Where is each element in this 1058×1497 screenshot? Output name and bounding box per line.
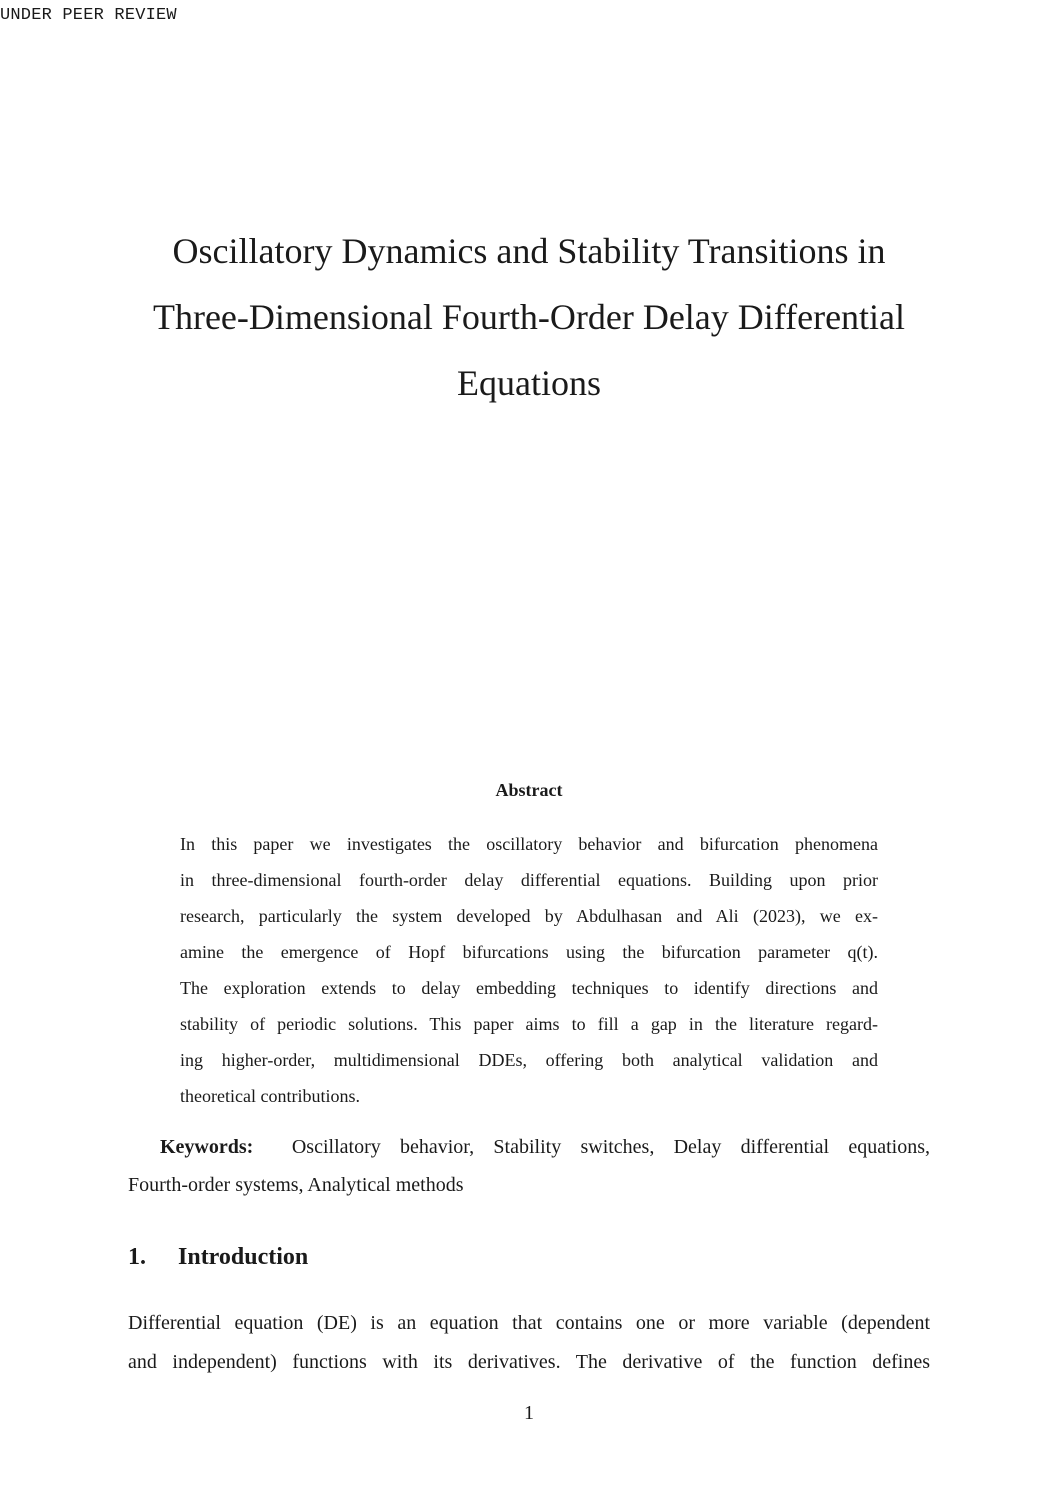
keywords-text: Oscillatory behavior, Stability switches, Delay differential equations,: [291, 1136, 931, 1158]
paper-title: [100, 218, 958, 416]
abstract-line: in three-dimensional fourth-order delay differential equations. Building upon prior: [180, 870, 878, 890]
abstract-line: theoretical contributions.: [180, 1086, 360, 1106]
keywords-label: Keywords:: [160, 1136, 254, 1158]
abstract-line: In this paper we investigates the oscillatory behavior and bifurcation phenomena: [180, 834, 878, 854]
section-heading-introduction: [128, 1244, 308, 1271]
abstract-line: The exploration extends to delay embedding techniques to identify directions and: [180, 978, 878, 998]
keywords: [128, 1128, 930, 1204]
page-number: 1: [524, 1402, 534, 1424]
intro-line: and independent) functions with its derivatives. The derivative of the function defines: [128, 1351, 930, 1373]
section-title: Introduction: [178, 1244, 309, 1270]
abstract-line: ing higher-order, multidimensional DDEs, offering both analytical validation and: [180, 1050, 878, 1070]
keywords-line: Fourth-order systems, Analytical methods: [128, 1174, 464, 1196]
introduction-body: [128, 1304, 930, 1382]
abstract-heading: Abstract: [495, 780, 563, 800]
keywords-line: [128, 1128, 930, 1166]
intro-line: Differential equation (DE) is an equation that contains one or more variable (dependent: [128, 1312, 930, 1334]
watermark: UNDER PEER REVIEW: [0, 6, 177, 25]
abstract-line: research, particularly the system developed by Abdulhasan and Ali (2023), we ex-: [180, 906, 878, 926]
title-line: Equations: [457, 363, 601, 403]
title-line: Oscillatory Dynamics and Stability Transitions in: [172, 231, 886, 271]
abstract-line: amine the emergence of Hopf bifurcations using the bifurcation parameter q(t).: [180, 942, 878, 962]
abstract-line: stability of periodic solutions. This paper aims to fill a gap in the literature regard-: [180, 1014, 878, 1034]
title-line: Three-Dimensional Fourth-Order Delay Differential: [152, 297, 906, 337]
section-number: 1.: [128, 1244, 146, 1270]
abstract-body: [180, 826, 878, 1114]
